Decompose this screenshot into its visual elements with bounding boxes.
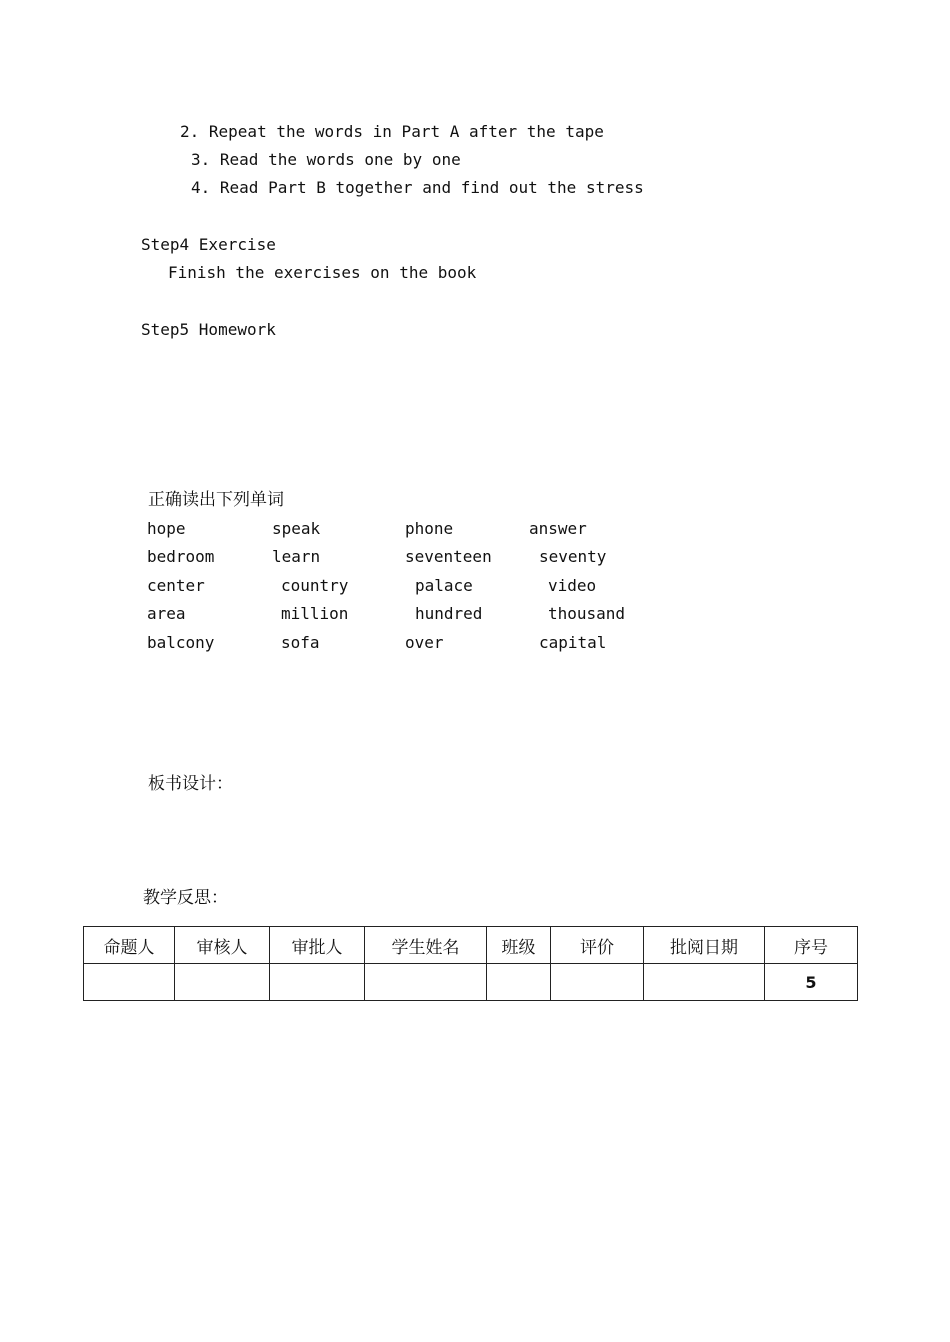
- step4-body: Finish the exercises on the book: [168, 263, 477, 282]
- value-cell: [175, 964, 270, 1001]
- sequence-number-cell: 5: [765, 964, 858, 1001]
- vocab-word: area: [147, 604, 186, 623]
- step5-title: Step5 Homework: [141, 320, 276, 339]
- step-item-4: 4. Read Part B together and find out the stress: [191, 178, 644, 197]
- vocab-word: seventeen: [405, 547, 492, 566]
- value-cell: [84, 964, 175, 1001]
- value-cell: [270, 964, 365, 1001]
- footer-table: [83, 926, 858, 1001]
- vocab-word: bedroom: [147, 547, 215, 566]
- vocab-word: center: [147, 576, 205, 595]
- table-row: [84, 927, 858, 964]
- vocab-word: hope: [147, 519, 186, 538]
- value-cell: [551, 964, 644, 1001]
- vocab-word: thousand: [548, 604, 626, 623]
- board-design-label: 板书设计：: [148, 774, 233, 794]
- header-cell: 批阅日期: [644, 927, 765, 964]
- vocab-word: answer: [529, 519, 587, 538]
- vocab-word: sofa: [281, 633, 320, 652]
- vocab-word: balcony: [147, 633, 215, 652]
- header-cell: 班级: [487, 927, 551, 964]
- vocab-word: over: [405, 633, 444, 652]
- header-cell: 序号: [765, 927, 858, 964]
- vocab-word: hundred: [415, 604, 483, 623]
- vocab-word: speak: [272, 519, 321, 538]
- vocab-word: phone: [405, 519, 454, 538]
- vocab-word: million: [281, 604, 349, 623]
- step-item-2: 2. Repeat the words in Part A after the tape: [180, 122, 604, 141]
- header-cell: 审核人: [175, 927, 270, 964]
- value-cell: [644, 964, 765, 1001]
- vocab-word: palace: [415, 576, 473, 595]
- value-cell: [487, 964, 551, 1001]
- vocab-word: video: [548, 576, 597, 595]
- vocab-word: country: [281, 576, 349, 595]
- table-row: [84, 964, 858, 1001]
- header-cell: 审批人: [270, 927, 365, 964]
- value-cell: [365, 964, 487, 1001]
- step-item-3: 3. Read the words one by one: [191, 150, 461, 169]
- vocab-word: seventy: [539, 547, 607, 566]
- vocab-word: learn: [272, 547, 321, 566]
- step4-title: Step4 Exercise: [141, 235, 276, 254]
- reflection-label: 教学反思：: [143, 888, 228, 908]
- header-cell: 命题人: [84, 927, 175, 964]
- vocab-title: 正确读出下列单词: [148, 490, 284, 510]
- header-cell: 评价: [551, 927, 644, 964]
- header-cell: 学生姓名: [365, 927, 487, 964]
- vocab-word: capital: [539, 633, 607, 652]
